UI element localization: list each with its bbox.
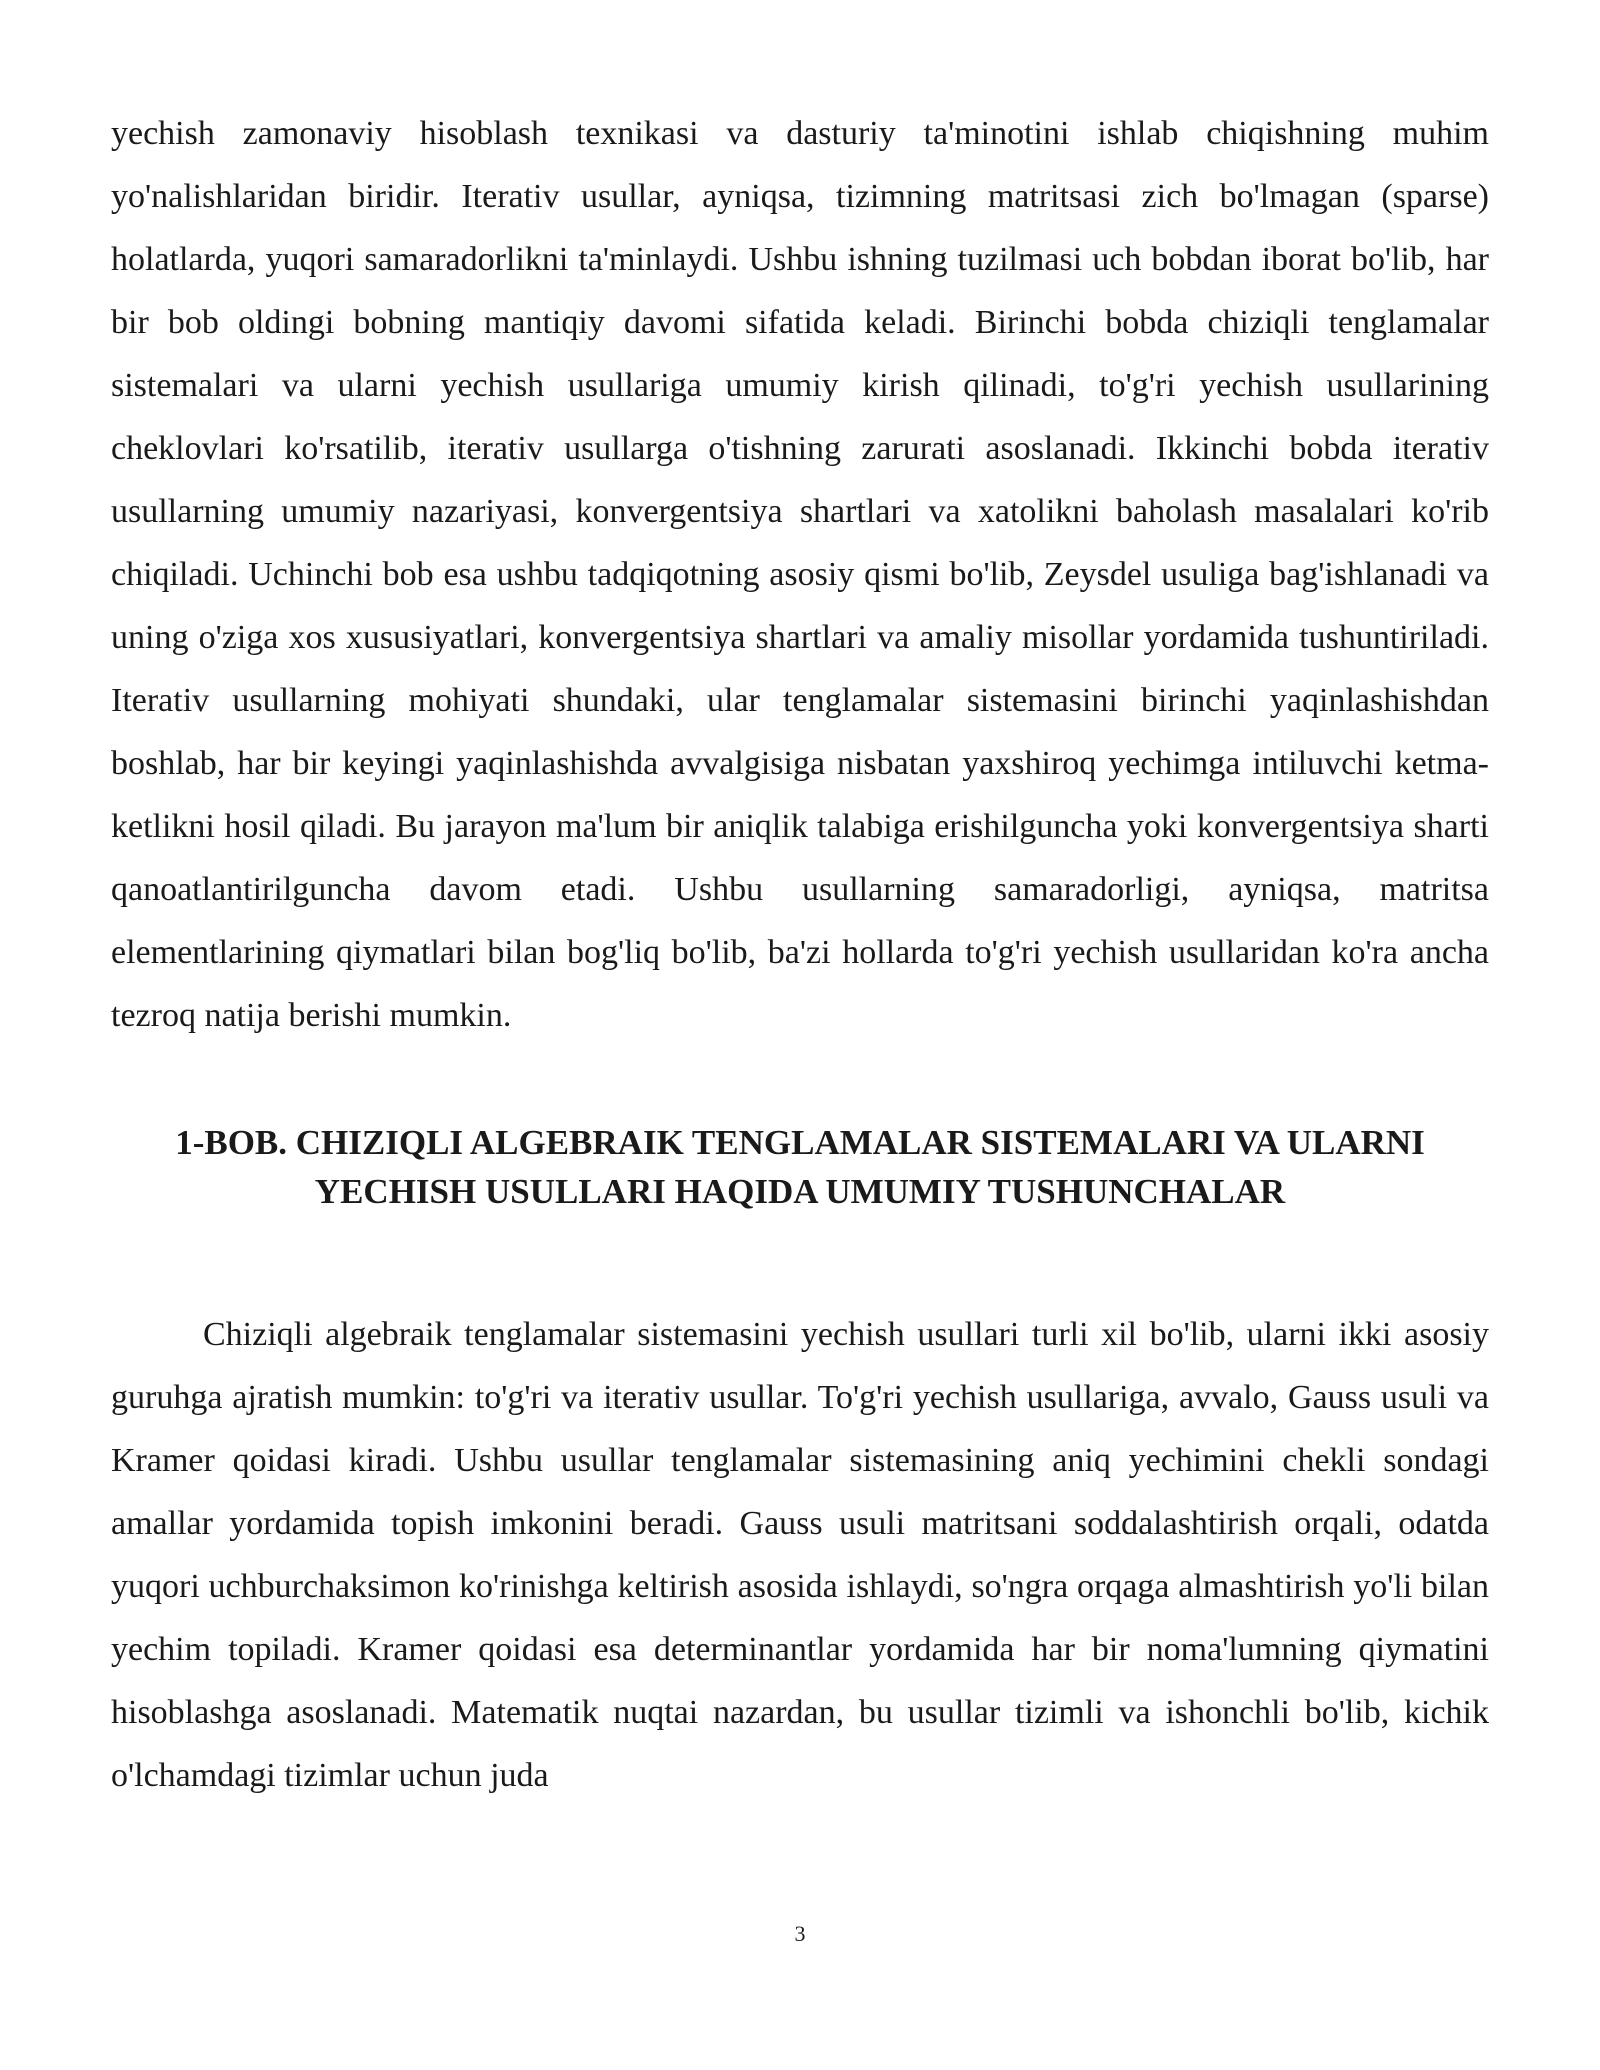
chapter-heading-line-1: 1-BOB. CHIZIQLI ALGEBRAIK TENGLAMALAR SISTEMALARI VA ULARNI: [175, 1123, 1425, 1162]
page-number: 3: [794, 1921, 806, 1946]
chapter-heading: [111, 1118, 1489, 1216]
paragraph-intro-continuation: yechish zamonaviy hisoblash texnikasi va dasturiy ta'minotini ishlab chiqishning muhim yo'nalishlaridan biridir. Iterativ usullar, ayniqsa, tizimning matritsasi zich bo'lmagan (sparse) holatlarda, yuqori samaradorlikni ta'minlaydi. Ushbu ishning tuzilmasi uch bobdan iborat bo'lib, har bir bob oldingi bobning mantiqiy davomi sifatida keladi. Birinchi bobda chiziqli tenglamalar sistemalari va ularni yechish usullariga umumiy kirish qilinadi, to'g'ri yechish usullarining cheklovlari ko'rsatilib, iterativ usullarga o'tishning zarurati asoslanadi. Ikkinchi bobda iterativ usullarning umumiy nazariyasi, konvergentsiya shartlari va xatolikni baholash masalalari ko'rib chiqiladi. Uchinchi bob esa ushbu tadqiqotning asosiy qismi bo'lib, Zeysdel usuliga bag'ishlanadi va uning o'ziga xos xususiyatlari, konvergentsiya shartlari va amaliy misollar yordamida tushuntiriladi. Iterativ usullarning mohiyati shundaki, ular tenglamalar sistemasini birinchi yaqinlashishdan boshlab, har bir keyingi yaqinlashishda avvalgisiga nisbatan yaxshiroq yechimga intiluvchi ketma-ketlikni hosil qiladi. Bu jarayon ma'lum bir aniqlik talabiga erishilguncha yoki konvergentsiya sharti qanoatlantirilguncha davom etadi. Ushbu usullarning samaradorligi, ayniqsa, matritsa elementlarining qiymatlari bilan bog'liq bo'lib, ba'zi hollarda to'g'ri yechish usullaridan ko'ra ancha tezroq natija berishi mumkin.: [111, 115, 1489, 1034]
chapter-heading-line-2: YECHISH USULLARI HAQIDA UMUMIY TUSHUNCHALAR: [314, 1172, 1286, 1211]
paragraph-chapter-body: Chiziqli algebraik tenglamalar sistemasini yechish usullari turli xil bo'lib, ularni ikki asosiy guruhga ajratish mumkin: to'g'ri va iterativ usullar. To'g'ri yechish usullariga, avvalo, Gauss usuli va Kramer qoidasi kiradi. Ushbu usullar tenglamalar sistemasining aniq yechimini chekli sondagi amallar yordamida topish imkonini beradi. Gauss usuli matritsani soddalashtirish orqali, odatda yuqori uchburchaksimon ko'rinishga keltirish asosida ishlaydi, so'ngra orqaga almashtirish yo'li bilan yechim topiladi. Kramer qoidasi esa determinantlar yordamida har bir noma'lumning qiymatini hisoblashga asoslanadi. Matematik nuqtai nazardan, bu usullar tizimli va ishonchli bo'lib, kichik o'lchamdagi tizimlar uchun juda: [111, 1316, 1489, 1794]
